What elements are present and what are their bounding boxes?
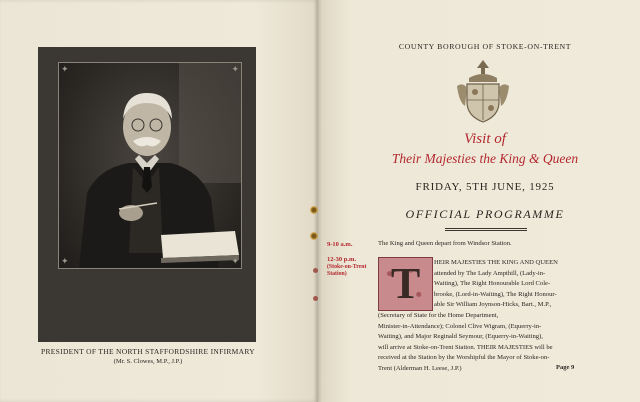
page-number: Page 9 — [556, 364, 575, 371]
event-date: FRIDAY, 5TH JUNE, 1925 — [415, 181, 555, 193]
ink-stain — [313, 268, 318, 273]
time-marker: 9-10 a.m. — [327, 241, 353, 248]
departure-text: The King and Queen depart from Windsor Station. — [378, 240, 512, 247]
frame-ornament-icon: ✦ — [231, 256, 239, 266]
time-marker: 12-30 p.m. — [327, 256, 357, 263]
paragraph-line: will arrive at Stoke-on-Trent Station. THEIR MAJESTIES will be — [378, 343, 553, 351]
binding-staple-icon — [310, 232, 318, 240]
paragraph-line: Waiting), and Major Reginald Seymour, (Equerry-in-Waiting), — [378, 333, 543, 341]
programme-title: OFFICIAL PROGRAMME — [405, 207, 565, 221]
divider-rule — [445, 228, 527, 231]
paragraph-line: Trent (Alderman H. Leese, J.P.) — [378, 364, 462, 372]
arrival-paragraph — [378, 258, 588, 375]
portrait-figure — [59, 63, 241, 268]
frame-ornament-icon: ✦ — [231, 64, 239, 74]
visit-heading: Visit of — [464, 131, 506, 147]
paragraph-line: (Secretary of State for the Home Department, — [378, 311, 499, 319]
binding-staple-icon — [310, 206, 318, 214]
visit-subheading: Their Majesties the King & Queen — [391, 151, 579, 166]
dropcap-letter: T — [390, 259, 421, 308]
portrait-photo — [58, 62, 242, 269]
frame-ornament-icon: ✦ — [61, 64, 69, 74]
paragraph-line: received at the Station by the Worshipful the Mayor of Stoke-on- — [378, 354, 550, 362]
paragraph-line: Waiting), The Right Honourable Lord Cole- — [434, 280, 551, 288]
paragraph-line: Minister-in-Attendance); Colonel Clive Wigram, (Equerry-in- — [378, 322, 542, 330]
portrait-caption-subtitle: (Mr. S. Clowes, M.P., J.P.) — [113, 358, 183, 365]
station-note: (Stoke-on-Trent Station) — [327, 264, 367, 277]
county-header: COUNTY BOROUGH OF STOKE-ON-TRENT — [398, 42, 572, 51]
paragraph-line: brooke, (Lord-in-Waiting), The Right Honour- — [434, 290, 557, 298]
paragraph-line: attended by The Lady Ampthill, (Lady-in- — [434, 269, 546, 277]
borough-crest-icon — [455, 56, 511, 126]
paragraph-line: HEIR MAJESTIES THE KING AND QUEEN — [434, 259, 558, 266]
frame-ornament-icon: ✦ — [61, 256, 69, 266]
paragraph-line: able Sir William Joynson-Hicks, Bart., M.P., — [434, 301, 552, 309]
ink-stain — [313, 296, 318, 301]
book-gutter — [314, 0, 322, 402]
portrait-caption-title: PRESIDENT OF THE NORTH STAFFORDSHIRE INFIRMARY — [41, 347, 255, 356]
